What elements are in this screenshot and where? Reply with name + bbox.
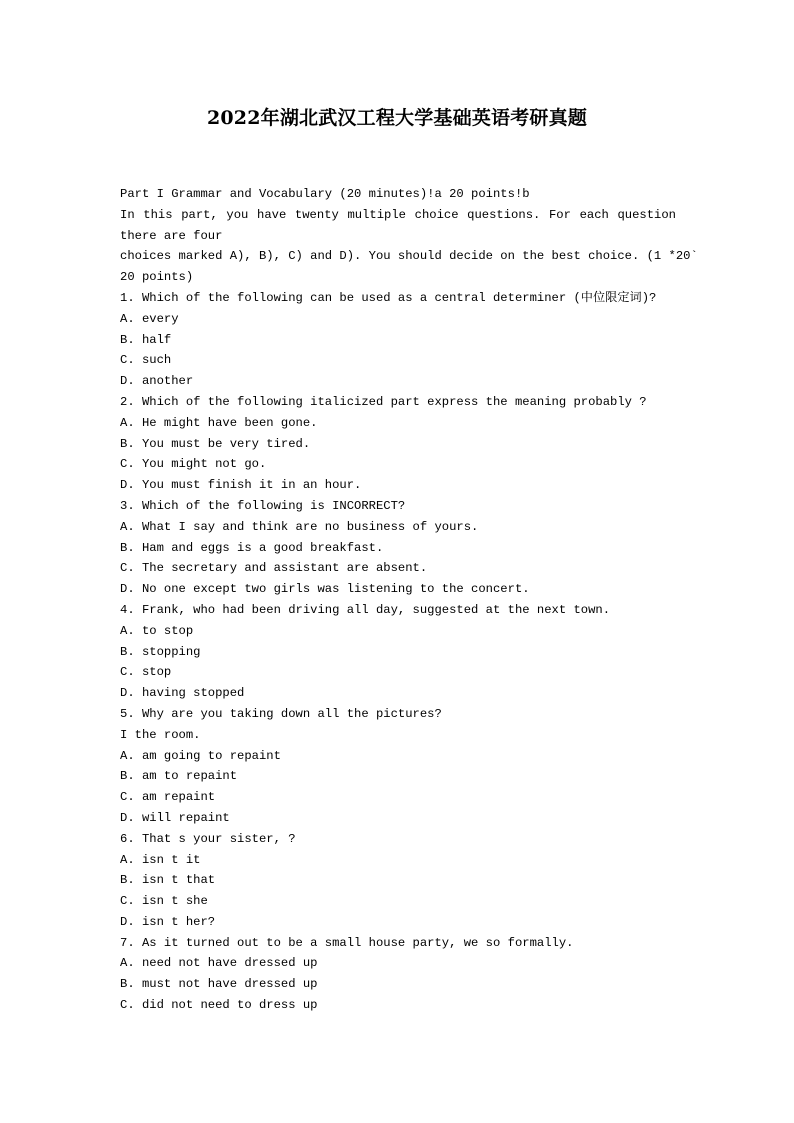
option-line: A. He might have been gone. bbox=[120, 415, 318, 430]
option-line: C. such bbox=[120, 353, 172, 368]
option-line: C. stop bbox=[120, 665, 172, 680]
question-2: 2. Which of the following italicized part express the meaning probably ? bbox=[120, 394, 647, 409]
document-body bbox=[120, 184, 698, 1016]
option-line: D. will repaint bbox=[120, 810, 230, 825]
option-line: C. You might not go. bbox=[120, 457, 267, 472]
instruction-line: In this part, you have twenty multiple choice questions. For each question bbox=[120, 207, 676, 222]
option-line: D. You must finish it in an hour. bbox=[120, 478, 362, 493]
option-line: A. need not have dressed up bbox=[120, 956, 318, 971]
option-line: A. What I say and think are no business of yours. bbox=[120, 519, 479, 534]
option-line: B. am to repaint bbox=[120, 769, 238, 784]
option-line: A. to stop bbox=[120, 623, 194, 638]
option-line: D. No one except two girls was listening to the concert. bbox=[120, 582, 530, 597]
question-3: 3. Which of the following is INCORRECT? bbox=[120, 498, 406, 513]
option-line: B. You must be very tired. bbox=[120, 436, 311, 451]
question-1: 1. Which of the following can be used as a central determiner (中位限定词)? bbox=[120, 290, 657, 305]
option-line: C. The secretary and assistant are absent. bbox=[120, 561, 428, 576]
document-title: 2022年湖北武汉工程大学基础英语考研真题 bbox=[206, 107, 588, 129]
option-line: B. isn t that bbox=[120, 873, 216, 888]
option-line: C. am repaint bbox=[120, 790, 216, 805]
instruction-line: choices marked A), B), C) and D). You should decide on the best choice. (1 *20` bbox=[120, 249, 698, 264]
option-line: C. isn t she bbox=[120, 894, 208, 909]
option-line: A. am going to repaint bbox=[120, 748, 281, 763]
option-line: B. Ham and eggs is a good breakfast. bbox=[120, 540, 384, 555]
question-6: 6. That s your sister, ? bbox=[120, 831, 296, 846]
option-line: B. must not have dressed up bbox=[120, 977, 318, 992]
option-line: B. half bbox=[120, 332, 172, 347]
question-5: 5. Why are you taking down all the pictures? bbox=[120, 706, 442, 721]
instruction-line: 20 points) bbox=[120, 270, 194, 285]
question-5-response: I the room. bbox=[120, 727, 201, 742]
option-line: B. stopping bbox=[120, 644, 201, 659]
section-heading: Part I Grammar and Vocabulary (20 minutes)!a 20 points!b bbox=[120, 187, 530, 201]
option-line: C. did not need to dress up bbox=[120, 998, 318, 1013]
option-line: A. isn t it bbox=[120, 852, 201, 867]
option-line: D. another bbox=[120, 374, 194, 389]
instruction-line: there are four bbox=[120, 228, 223, 243]
option-line: D. having stopped bbox=[120, 686, 245, 701]
question-7: 7. As it turned out to be a small house party, we so formally. bbox=[120, 935, 574, 950]
question-4: 4. Frank, who had been driving all day, suggested at the next town. bbox=[120, 602, 611, 617]
option-line: A. every bbox=[120, 311, 179, 326]
option-line: D. isn t her? bbox=[120, 914, 216, 929]
